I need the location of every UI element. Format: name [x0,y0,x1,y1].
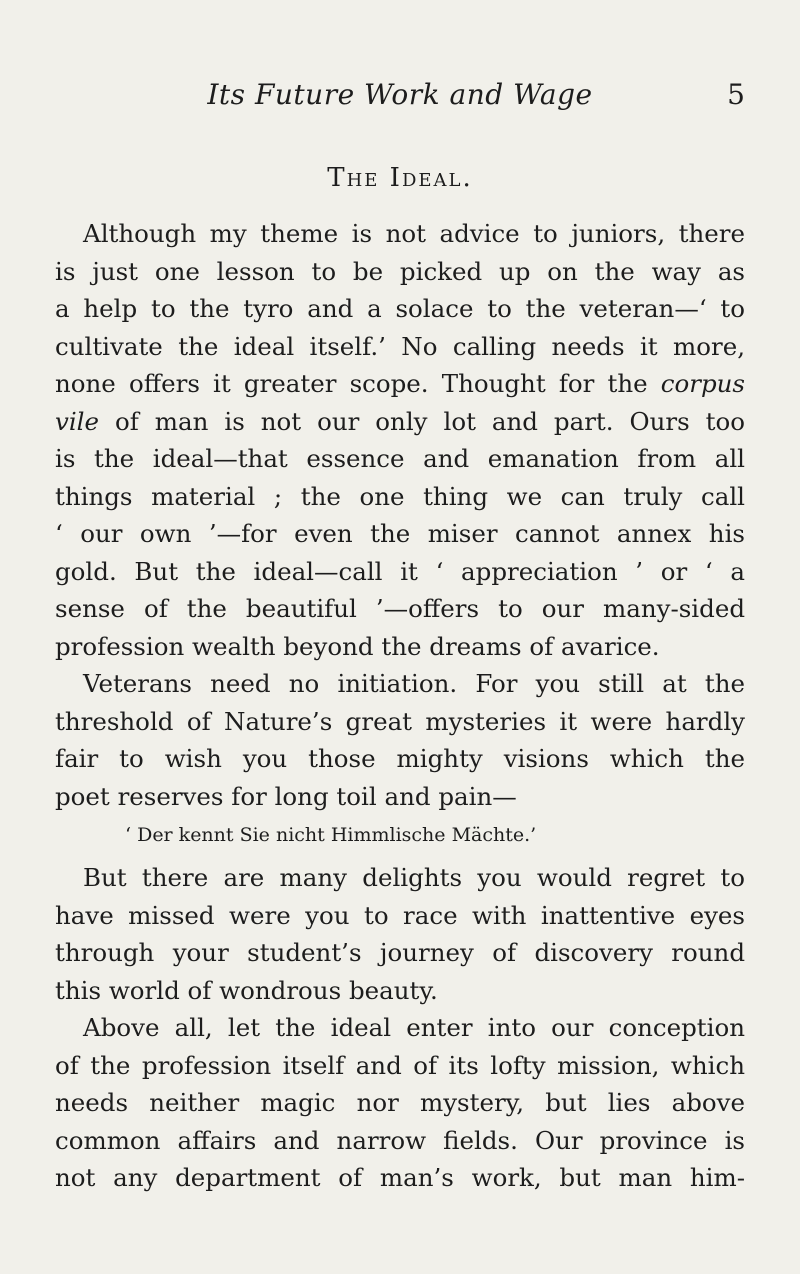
running-head [55,78,745,118]
paragraph-1-line-11: sense of the beautiful ’—offers to our many-sided [55,594,745,623]
paragraph-4-line-1: Above all, let the ideal enter into our conception [83,1013,745,1042]
running-title: Its Future Work and Wage [207,78,593,111]
paragraph-4-line-2: of the profession itself and of its lofty mission, which [55,1050,745,1080]
paragraph-2-line-1: Veterans need no initiation. For you still at the [83,669,745,698]
paragraph-1-line-4: cultivate the ideal itself.’ No calling needs it more, [55,331,745,361]
paragraph-1-line-1: Although my theme is not advice to juniors, there [83,219,745,248]
paragraph-1-line-5-text: none offers it greater scope. Thought for the [55,369,661,398]
paragraph-1-line-2: is just one lesson to be picked up on the way as [55,256,745,286]
paragraph-1-line-10: gold. But the ideal—call it ‘ appreciation ’ or ‘ a [55,556,745,586]
paragraph-1-line-6 [55,403,745,441]
paragraph-1-line-7: is the ideal—that essence and emanation from all [55,444,745,473]
paragraph-1-italic-corpus: corpus [660,369,745,398]
paragraph-2-line-4: poet reserves for long toil and pain— [55,781,517,811]
body-text [55,215,745,1197]
paragraph-4-line-5: not any department of man’s work, but man him- [55,1163,745,1192]
paragraph-4-line-3: needs neither magic nor mystery, but lies above [55,1088,745,1117]
page-number: 5 [727,78,745,111]
paragraph-3-line-4: this world of wondrous beauty. [55,975,438,1005]
paragraph-3-line-3: through your student’s journey of discovery round [55,938,745,967]
paragraph-4-line-4: common affairs and narrow fields. Our province is [55,1125,745,1155]
paragraph-1-line-3: a help to the tyro and a solace to the veteran—‘ to [55,294,745,323]
paragraph-2-line-2: threshold of Nature’s great mysteries it were hardly [55,706,745,736]
paragraph-1-line-12: profession wealth beyond the dreams of avarice. [55,631,660,661]
paragraph-3-line-2: have missed were you to race with inattentive eyes [55,900,745,930]
section-title: The Ideal. [327,163,473,193]
block-quote: ‘ Der kennt Sie nicht Himmlische Mächte.’ [125,824,537,846]
paragraph-1-line-8: things material ; the one thing we can truly call [55,481,745,511]
paragraph-3-line-1: But there are many delights you would regret to [83,863,745,892]
paragraph-1-line-5 [55,365,745,403]
paragraph-1-line-9: ‘ our own ’—for even the miser cannot annex his [55,519,745,548]
paragraph-2-line-3: fair to wish you those mighty visions which the [55,744,745,773]
paragraph-1-line-6-text: of man is not our only lot and part. Ours too [99,406,745,436]
paragraph-1-italic-vile: vile [55,406,100,436]
